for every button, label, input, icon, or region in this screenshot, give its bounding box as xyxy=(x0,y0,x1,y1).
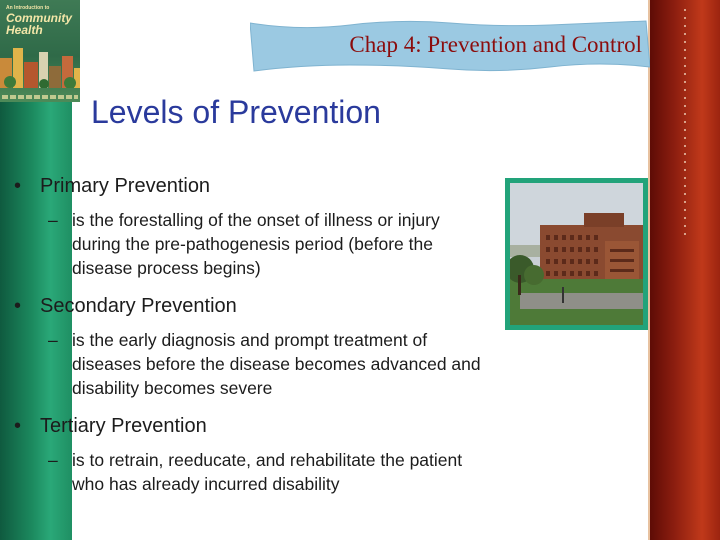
bullet-marker: • xyxy=(14,175,22,197)
bullet-marker: • xyxy=(14,295,22,317)
book-authors-strip xyxy=(2,95,78,99)
bullet-label: Primary Prevention xyxy=(40,175,211,197)
dash-marker: – xyxy=(48,330,58,350)
sub-bullet-secondary xyxy=(14,328,574,400)
dash-marker: – xyxy=(48,450,58,470)
bullet-label: Secondary Prevention xyxy=(40,295,237,317)
bullet-tertiary-prevention xyxy=(14,413,574,439)
sub-line: is the early diagnosis and prompt treatment of xyxy=(72,330,428,350)
book-series-label: An Introduction to xyxy=(6,5,50,11)
dash-marker: – xyxy=(48,210,58,230)
sub-line: is to retrain, reeducate, and rehabilitate the patient xyxy=(72,450,463,470)
chapter-banner xyxy=(250,17,650,73)
book-cover-city-illustration xyxy=(0,40,80,88)
sub-line: who has already incurred disability xyxy=(72,474,340,494)
sub-line: disease process begins) xyxy=(72,258,261,278)
right-decor-bar xyxy=(648,0,720,540)
book-title xyxy=(6,6,76,36)
sub-line: is the forestalling of the onset of illness or injury xyxy=(72,210,440,230)
textbook-cover-thumbnail xyxy=(0,0,80,102)
prevention-levels-list xyxy=(14,173,574,496)
right-bar-edge xyxy=(648,0,650,540)
bullet-marker: • xyxy=(14,415,22,437)
slide-title: Levels of Prevention xyxy=(91,94,381,130)
bullet-primary-prevention xyxy=(14,173,574,199)
chapter-banner-text: Chap 4: Prevention and Control xyxy=(349,32,642,57)
sub-line: diseases before the disease becomes advanced and xyxy=(72,354,481,374)
sub-bullet-tertiary xyxy=(14,448,574,496)
sub-line: during the pre-pathogenesis period (before the xyxy=(72,234,433,254)
list-spacer xyxy=(14,280,574,293)
book-title-line1: Community xyxy=(6,11,72,25)
list-spacer xyxy=(14,400,574,413)
sub-bullet-primary xyxy=(14,208,574,280)
bullet-label: Tertiary Prevention xyxy=(40,415,207,437)
bullet-secondary-prevention xyxy=(14,293,574,319)
sub-line: disability becomes severe xyxy=(72,378,273,398)
book-title-line2: Health xyxy=(6,23,43,37)
dotted-pattern xyxy=(682,6,688,236)
